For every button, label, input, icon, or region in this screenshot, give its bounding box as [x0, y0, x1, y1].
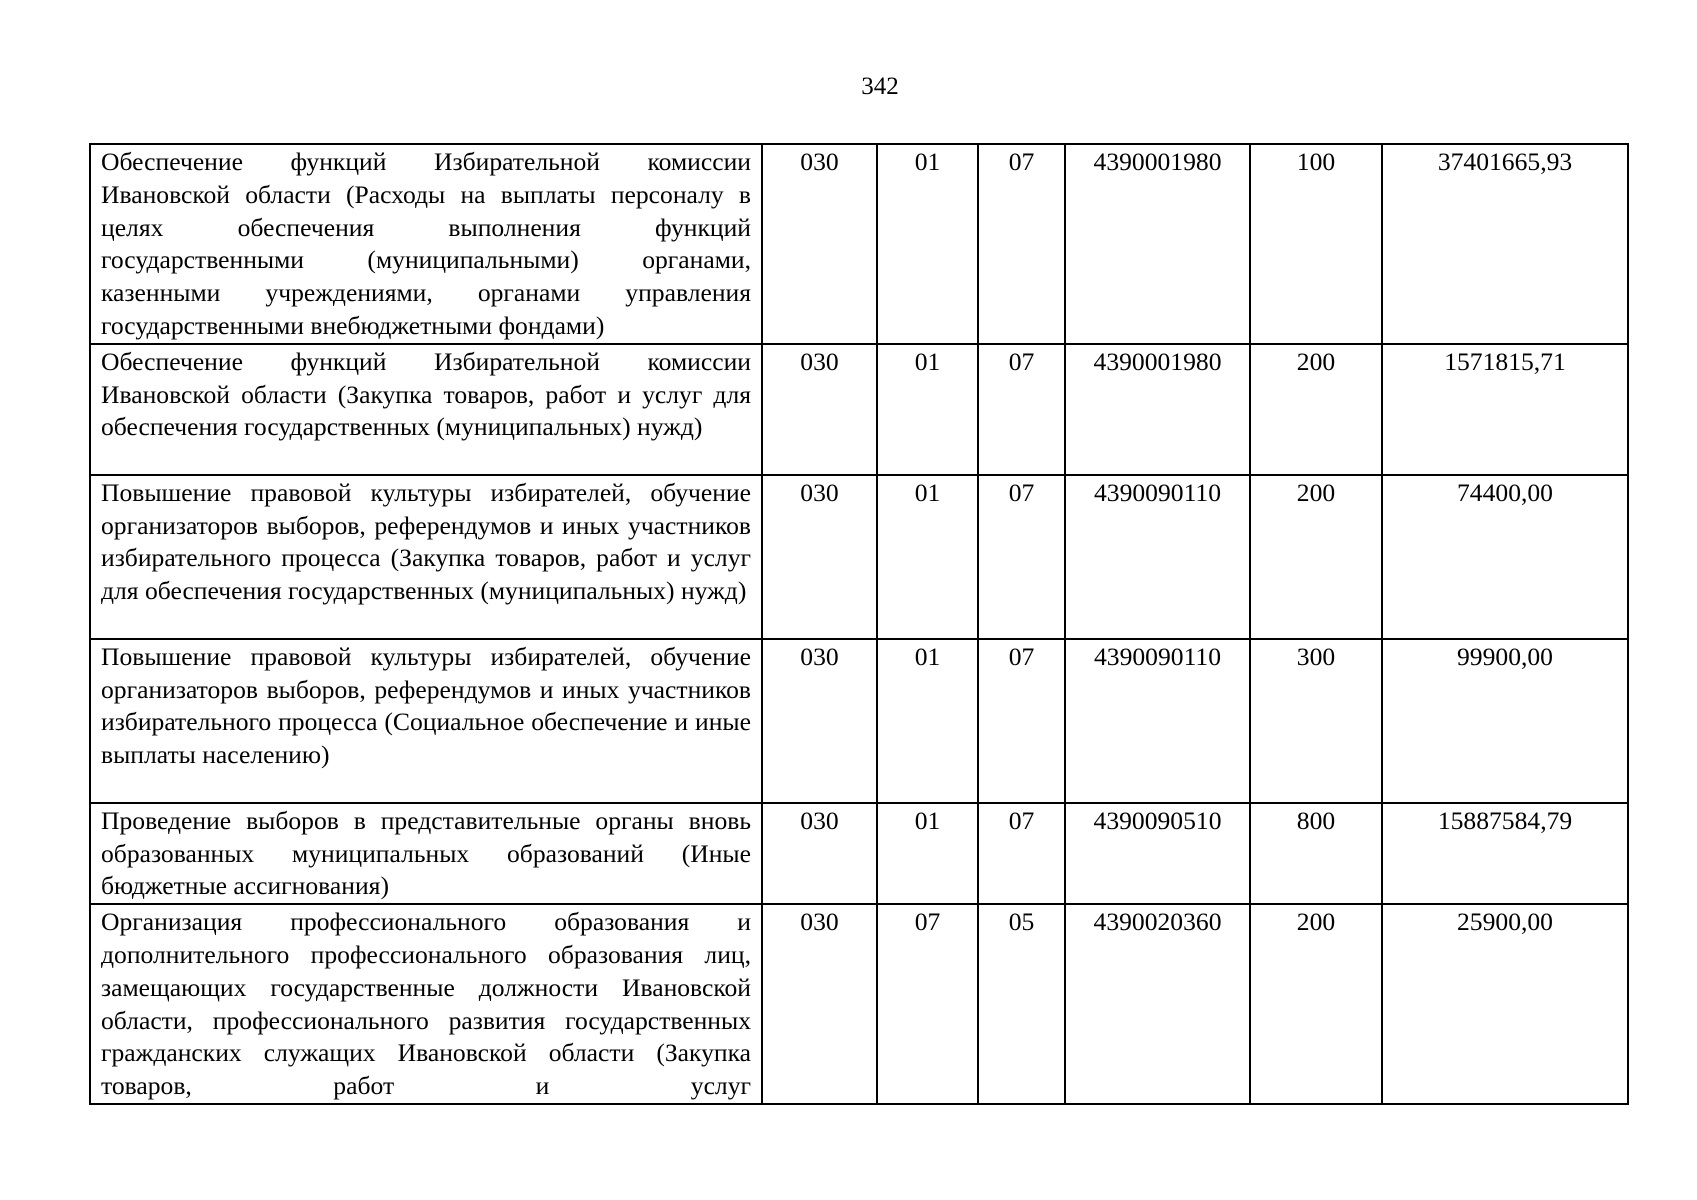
- ministry-code: 030: [762, 475, 877, 639]
- section-code: 01: [877, 344, 978, 475]
- target-article-code: 4390001980: [1065, 344, 1250, 475]
- subsection-code: 07: [978, 639, 1065, 803]
- ministry-code: 030: [762, 803, 877, 904]
- row-description: Повышение правовой культуры избирателей, обучение организаторов выборов, референдумов и иных участников избирательного процесса (Закупка товаров, работ и услуг для обеспечения государственных (муниципальных) нужд): [90, 475, 762, 639]
- subsection-code: 07: [978, 344, 1065, 475]
- budget-table: [89, 143, 1629, 1105]
- table-row: [90, 144, 1628, 344]
- section-code: 07: [877, 904, 978, 1104]
- target-article-code: 4390020360: [1065, 904, 1250, 1104]
- expense-type-code: 200: [1250, 904, 1382, 1104]
- target-article-code: 4390090510: [1065, 803, 1250, 904]
- row-description: Обеспечение функций Избирательной комиссии Ивановской области (Расходы на выплаты персоналу в целях обеспечения выполнения функций государственными (муниципальными) органами, казенными учреждениями, органами управления государственными внебюджетными фондами): [90, 144, 762, 344]
- ministry-code: 030: [762, 344, 877, 475]
- table-row: [90, 803, 1628, 904]
- expense-type-code: 300: [1250, 639, 1382, 803]
- table-row: [90, 639, 1628, 803]
- expense-type-code: 200: [1250, 344, 1382, 475]
- section-code: 01: [877, 639, 978, 803]
- ministry-code: 030: [762, 144, 877, 344]
- amount: 1571815,71: [1382, 344, 1628, 475]
- section-code: 01: [877, 803, 978, 904]
- table-row: [90, 344, 1628, 475]
- row-description: Повышение правовой культуры избирателей, обучение организаторов выборов, референдумов и иных участников избирательного процесса (Социальное обеспечение и иные выплаты населению): [90, 639, 762, 803]
- table-row: [90, 904, 1628, 1104]
- subsection-code: 07: [978, 803, 1065, 904]
- subsection-code: 07: [978, 475, 1065, 639]
- target-article-code: 4390090110: [1065, 475, 1250, 639]
- amount: 74400,00: [1382, 475, 1628, 639]
- amount: 99900,00: [1382, 639, 1628, 803]
- expense-type-code: 100: [1250, 144, 1382, 344]
- section-code: 01: [877, 144, 978, 344]
- page-number: 342: [861, 73, 899, 100]
- subsection-code: 05: [978, 904, 1065, 1104]
- amount: 15887584,79: [1382, 803, 1628, 904]
- row-description: Обеспечение функций Избирательной комиссии Ивановской области (Закупка товаров, работ и услуг для обеспечения государственных (муниципальных) нужд): [90, 344, 762, 475]
- target-article-code: 4390001980: [1065, 144, 1250, 344]
- expense-type-code: 800: [1250, 803, 1382, 904]
- amount: 37401665,93: [1382, 144, 1628, 344]
- ministry-code: 030: [762, 639, 877, 803]
- table-row: [90, 475, 1628, 639]
- expense-type-code: 200: [1250, 475, 1382, 639]
- row-description: Проведение выборов в представительные органы вновь образованных муниципальных образований (Иные бюджетные ассигнования): [90, 803, 762, 904]
- target-article-code: 4390090110: [1065, 639, 1250, 803]
- amount: 25900,00: [1382, 904, 1628, 1104]
- row-description: Организация профессионального образования и дополнительного профессионального образования лиц, замещающих государственные должности Ивановской области, профессионального развития государственных гражданских служащих Ивановской области (Закупка товаров, работ и услуг: [90, 904, 762, 1104]
- section-code: 01: [877, 475, 978, 639]
- ministry-code: 030: [762, 904, 877, 1104]
- subsection-code: 07: [978, 144, 1065, 344]
